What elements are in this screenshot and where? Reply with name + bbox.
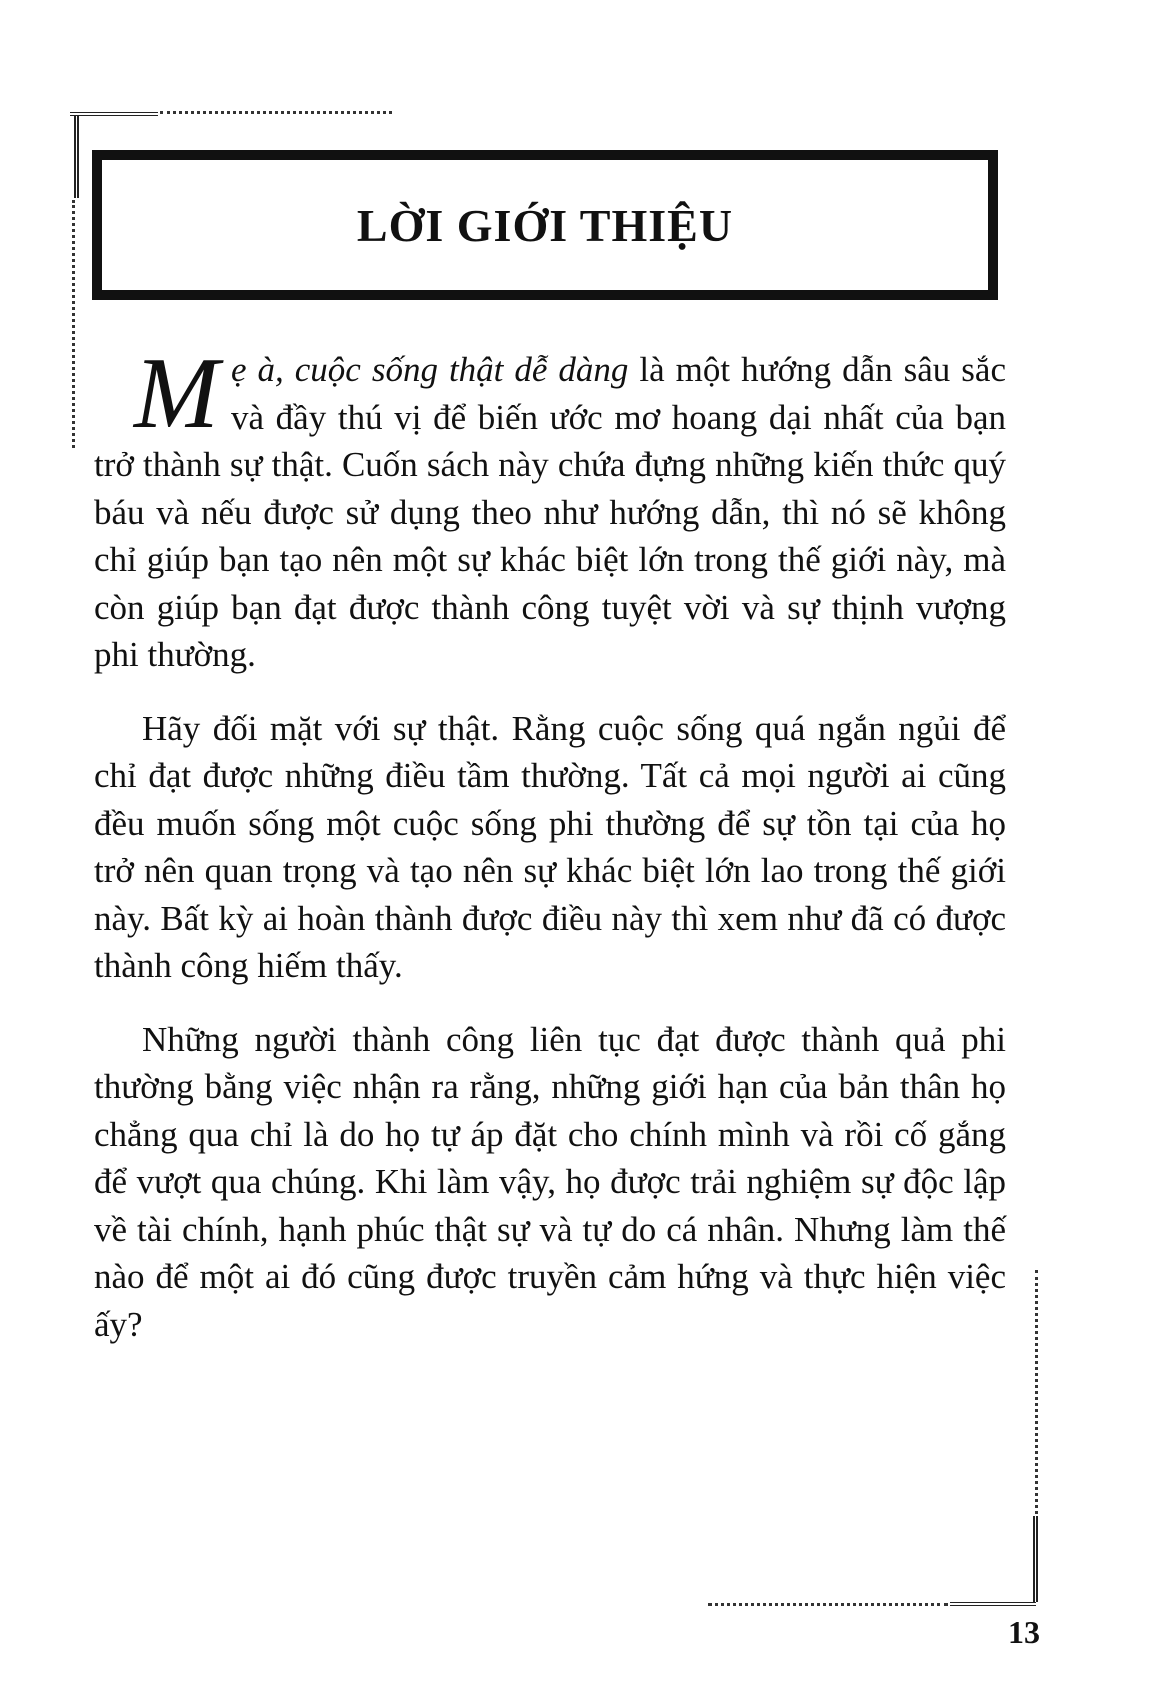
- book-title-italic: ẹ à, cuộc sống thật dễ dàng: [230, 350, 629, 389]
- paragraph-1-text: là một hướng dẫn sâu sắc và đầy thú vị để biến ước mơ hoang dại nhất của bạn trở thành sự thật. Cuốn sách này chứa đựng những kiến thức quý báu và nếu được sử dụng theo như hướng dẫn, thì nó sẽ không chỉ giúp bạn tạo nên một sự khác biệt lớn trong thế giới này, mà còn giúp bạn đạt được thành công tuyệt vời và sự thịnh vượng phi thường.: [94, 350, 1006, 674]
- frame-top-left-dotted-vertical-rule: [72, 200, 75, 448]
- frame-bottom-right-dotted-rule: [708, 1603, 948, 1606]
- frame-bottom-right-vertical-rule: [1033, 1516, 1038, 1602]
- title-box: [92, 150, 998, 300]
- page-title: LỜI GIỚI THIỆU: [356, 199, 734, 251]
- frame-top-left-dotted-rule: [160, 111, 392, 114]
- frame-top-left-horizontal-rule: [70, 112, 158, 116]
- paragraph-3: Những người thành công liên tục đạt được thành quả phi thường bằng việc nhận ra rằng, những giới hạn của bản thân họ chẳng qua chỉ là do họ tự áp đặt cho chính mình và rồi cố gắng để vượt qua chúng. Khi làm vậy, họ được trải nghiệm sự độc lập về tài chính, hạnh phúc thật sự và tự do cá nhân. Nhưng làm thế nào để một ai đó cũng được truyền cảm hứng và thực hiện việc ấy?: [94, 1019, 1006, 1344]
- page-number: 13: [1008, 1614, 1040, 1650]
- drop-cap: M: [134, 337, 219, 450]
- paragraph-1: [94, 337, 1006, 679]
- frame-top-left-vertical-rule: [74, 116, 79, 198]
- frame-bottom-right-horizontal-rule: [950, 1602, 1036, 1606]
- body-text: [94, 337, 1006, 1374]
- paragraph-2: Hãy đối mặt với sự thật. Rằng cuộc sống quá ngắn ngủi để chỉ đạt được những điều tầm thường. Tất cả mọi người ai cũng đều muốn sống một cuộc sống phi thường để sự tồn tại của họ trở nên quan trọng và tạo nên sự khác biệt lớn lao trong thế giới này. Bất kỳ ai hoàn thành được điều này thì xem như đã có được thành công hiếm thấy.: [94, 708, 1006, 985]
- frame-bottom-right-dotted-vertical-rule: [1035, 1270, 1038, 1514]
